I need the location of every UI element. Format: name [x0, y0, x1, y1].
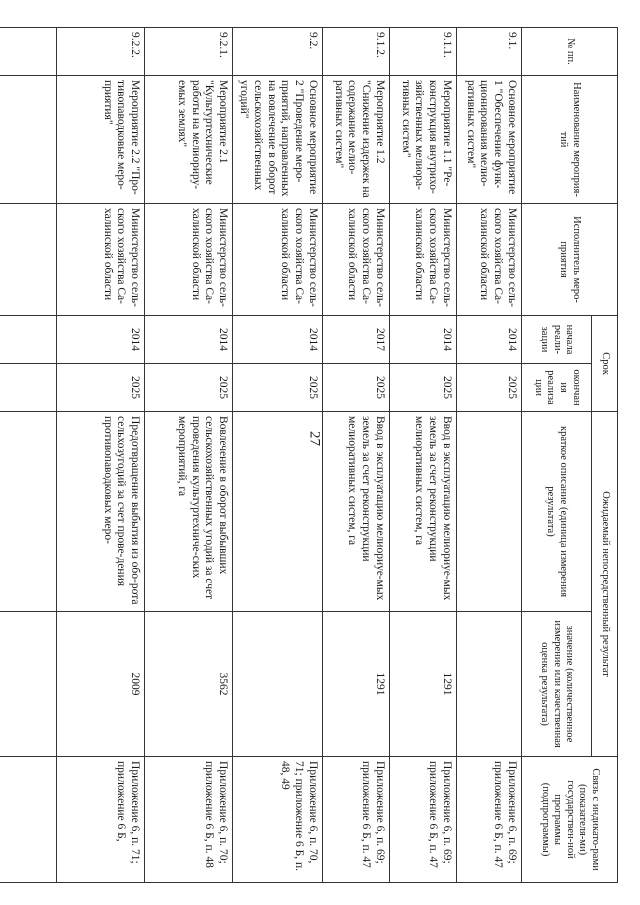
header-end: окончания реализации — [522, 364, 592, 412]
header-executor: Исполнитель меро-приятия — [522, 204, 618, 316]
header-activity-name: Наименование мероприя-тий — [522, 76, 618, 204]
row-value: 3562 — [145, 612, 233, 757]
row-end-year: 2025 — [145, 364, 233, 412]
row-indicator-link: Приложение 6, п. 71; приложение 6 Б, — [57, 757, 145, 883]
row-number: 9.2.2. — [57, 28, 145, 76]
header-indicator-link: Связь с индикато-рами (показателя-ми) государствен-ной программы (подпрограммы) — [522, 757, 618, 883]
header-number: № пп. — [522, 28, 618, 76]
row-executor: Министерство сель-ского хозяйства Са-халинской области — [323, 204, 390, 316]
row-activity-name: Мероприятие 1.2 "Снижение издержек на содержание мелио-ративных систем" — [323, 76, 390, 204]
table-row — [145, 28, 233, 883]
table-row — [233, 28, 323, 883]
row-value: 2009 — [57, 612, 145, 757]
row-activity-name: Мероприятие 2.2 "Про-тивопаводковые меро-приятия" — [57, 76, 145, 204]
row-indicator-link: Приложение 6, п. 69; приложение 6 Б, п. 47 — [457, 757, 522, 883]
row-value — [233, 612, 323, 757]
row-activity-name: Основное мероприятие 1 "Обеспечение функ-ционирования мелио-ративных систем" — [457, 76, 522, 204]
row-start-year: 2014 — [390, 316, 457, 364]
row-end-year: 2025 — [457, 364, 522, 412]
header-value: значение (количественное измерение или качественная оценка результата) — [522, 612, 592, 757]
row-value: 1291 — [323, 612, 390, 757]
row-description — [233, 412, 323, 612]
row-value: 1291 — [390, 612, 457, 757]
row-description: Вовлечение в оборот выбывших сельскохозяйственных угодий за счет проведения культуртехниче-ских мероприятий, га — [145, 412, 233, 612]
row-description — [457, 412, 522, 612]
table-header-row — [592, 28, 618, 883]
row-start-year: 2014 — [145, 316, 233, 364]
row-start-year: 2014 — [233, 316, 323, 364]
row-number: 9.2.1. — [145, 28, 233, 76]
row-executor: Министерство сель-ского хозяйства Са-халинской области — [457, 204, 522, 316]
row-indicator-link: Приложение 6, п. 69; приложение 6 Б, п. 47 — [323, 757, 390, 883]
row-end-year: 2025 — [233, 364, 323, 412]
table-row — [323, 28, 390, 883]
table-row — [57, 28, 145, 883]
row-executor: Министерство сель-ского хозяйства Са-халинской области — [57, 204, 145, 316]
row-executor: Министерство сель-ского хозяйства Са-халинской области — [145, 204, 233, 316]
row-number: 9.1. — [457, 28, 522, 76]
table-empty-row — [0, 28, 57, 883]
header-start: начала реали-зации — [522, 316, 592, 364]
row-executor: Министерство сель-ского хозяйства Са-халинской области — [390, 204, 457, 316]
header-term: Срок — [592, 316, 618, 412]
row-indicator-link: Приложение 6, п. 69; приложение 6 Б, п. 47 — [390, 757, 457, 883]
row-indicator-link: Приложение 6, п. 70; приложение 6 Б, п. 48 — [145, 757, 233, 883]
row-end-year: 2025 — [390, 364, 457, 412]
row-activity-name: Мероприятие 1.1 "Ре-конструкция внутрихо-зяйственных мелиора-тивных систем" — [390, 76, 457, 204]
row-number: 9.2. — [233, 28, 323, 76]
row-description: Предотвращение выбытия из обо-рота сельхозугодий за счет прове-дения противопаводковых меро- — [57, 412, 145, 612]
table-row — [390, 28, 457, 883]
row-indicator-link: Приложение 6, п. 70, 71; приложение 6 Б, п. 48, 49 — [233, 757, 323, 883]
row-executor: Министерство сель-ского хозяйства Са-халинской области — [233, 204, 323, 316]
rotated-page-content — [58, 27, 618, 882]
row-description: Ввод в эксплуатацию мелиориуе-мых земель за счет реконструкции мелиоративных систем, га — [323, 412, 390, 612]
table-row — [457, 28, 522, 883]
row-number: 9.1.2. — [323, 28, 390, 76]
row-start-year: 2014 — [57, 316, 145, 364]
row-start-year: 2014 — [457, 316, 522, 364]
row-end-year: 2025 — [57, 364, 145, 412]
program-activities-table — [0, 27, 618, 883]
row-number: 9.1.1. — [390, 28, 457, 76]
row-start-year: 2017 — [323, 316, 390, 364]
header-description: краткое описание (единица измерения результата) — [522, 412, 592, 612]
row-activity-name: Основное мероприятие 2 "Проведение меро-приятий, направленных на вовлечение в оборот сельскохозяйственных угодий" — [233, 76, 323, 204]
row-description: Ввод в эксплуатацию мелиориуе-мых земель за счет реконструкции мелиоративных систем, га — [390, 412, 457, 612]
row-value — [457, 612, 522, 757]
row-end-year: 2025 — [323, 364, 390, 412]
row-activity-name: Мероприятие 2.1 "Культуртехнические работы на мелиориру-емых землях" — [145, 76, 233, 204]
header-expected-result: Ожидаемый непосредственный результат — [592, 412, 618, 757]
page-number: 27 — [306, 431, 323, 446]
